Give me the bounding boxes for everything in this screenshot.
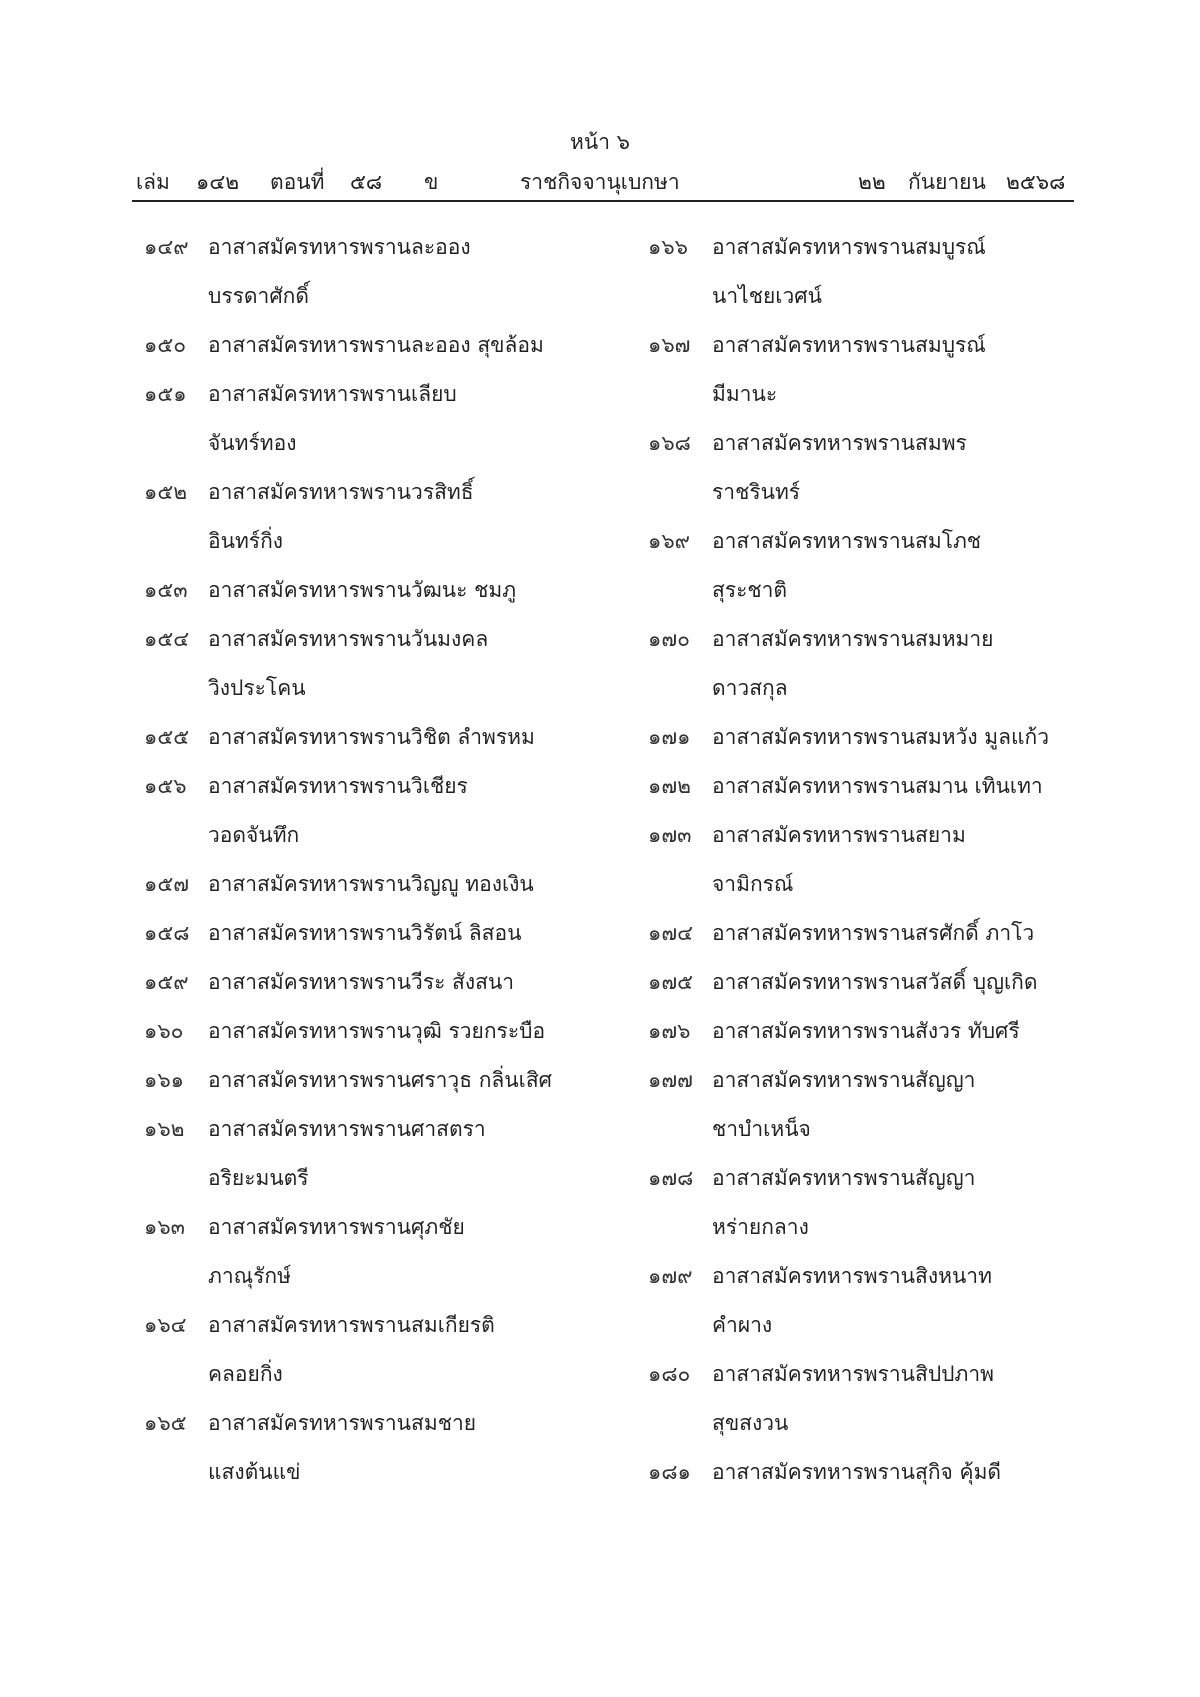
- list-item: [136, 1350, 656, 1399]
- item-number: ๑๕๒: [144, 480, 188, 504]
- list-item: [640, 566, 1160, 615]
- list-item: [136, 811, 656, 860]
- list-item: [136, 860, 656, 909]
- list-item: [640, 909, 1160, 958]
- item-name: อาสาสมัครทหารพรานสมเกียรติ: [208, 1313, 495, 1337]
- list-item: [640, 1154, 1160, 1203]
- date-month: กันยายน: [908, 170, 986, 194]
- item-name: อาสาสมัครทหารพรานสังวร ทับศรี: [712, 1019, 1020, 1043]
- list-item: [640, 615, 1160, 664]
- list-item: [640, 370, 1160, 419]
- list-item: [136, 1203, 656, 1252]
- item-name: อาสาสมัครทหารพรานวีระ สังสนา: [208, 970, 515, 994]
- list-item: [640, 1203, 1160, 1252]
- item-number: ๑๗๔: [648, 921, 694, 945]
- list-item: [640, 860, 1160, 909]
- item-name: อาสาสมัครทหารพรานสิงหนาท: [712, 1264, 992, 1288]
- item-name: อริยะมนตรี: [208, 1166, 309, 1190]
- list-item: [640, 1105, 1160, 1154]
- item-name: อาสาสมัครทหารพรานวิรัตน์ ลิสอน: [208, 921, 522, 945]
- item-name: อาสาสมัครทหารพรานสมาน เทินเทา: [712, 774, 1043, 798]
- item-number: ๑๕๙: [144, 970, 189, 994]
- item-name: จันทร์ทอง: [208, 431, 297, 455]
- list-item: [640, 1252, 1160, 1301]
- list-item: [136, 566, 656, 615]
- item-name: อาสาสมัครทหารพรานสัญญา: [712, 1166, 976, 1190]
- list-item: [640, 713, 1160, 762]
- item-name: อาสาสมัครทหารพรานสมบูรณ์: [712, 333, 986, 357]
- right-column: [640, 223, 1160, 1497]
- list-item: [136, 370, 656, 419]
- list-item: [136, 1105, 656, 1154]
- item-number: ๑๖๐: [144, 1019, 184, 1043]
- item-name: อาสาสมัครทหารพรานวิชิต ลำพรหม: [208, 725, 535, 749]
- item-number: ๑๕๖: [144, 774, 187, 798]
- list-item: [640, 419, 1160, 468]
- list-item: [136, 1301, 656, 1350]
- issue-number: ๕๘: [350, 170, 383, 194]
- item-number: ๑๖๕: [144, 1411, 187, 1435]
- left-column: [136, 223, 656, 1497]
- list-item: [640, 1301, 1160, 1350]
- item-name: อาสาสมัครทหารพรานสิปปภาพ: [712, 1362, 994, 1386]
- list-item: [640, 1007, 1160, 1056]
- item-name: อาสาสมัครทหารพรานศุภชัย: [208, 1215, 465, 1239]
- list-item: [136, 517, 656, 566]
- item-number: ๑๖๑: [144, 1068, 184, 1092]
- item-name: อาสาสมัครทหารพรานละออง: [208, 235, 471, 259]
- header-divider: [132, 200, 1074, 202]
- list-item: [640, 321, 1160, 370]
- item-name: อาสาสมัครทหารพรานศาสตรา: [208, 1117, 486, 1141]
- issue-label: ตอนที่: [270, 170, 325, 194]
- list-item: [136, 1399, 656, 1448]
- item-name: อาสาสมัครทหารพรานสัญญา: [712, 1068, 976, 1092]
- item-name: คลอยกิ่ง: [208, 1362, 283, 1386]
- item-name: อาสาสมัครทหารพรานวัฒนะ ชมภู: [208, 578, 517, 602]
- list-item: [136, 1007, 656, 1056]
- list-item: [136, 615, 656, 664]
- item-number: ๑๘๑: [648, 1460, 691, 1484]
- item-number: ๑๖๓: [144, 1215, 186, 1239]
- item-number: ๑๖๖: [648, 235, 688, 259]
- list-item: [136, 468, 656, 517]
- item-name: ราชรินทร์: [712, 480, 801, 504]
- item-name: อาสาสมัครทหารพรานศราวุธ กลิ่นเสิศ: [208, 1068, 552, 1092]
- list-item: [640, 1448, 1160, 1497]
- list-item: [640, 811, 1160, 860]
- list-item: [136, 909, 656, 958]
- list-item: [640, 1399, 1160, 1448]
- item-name: วิงประโคน: [208, 676, 306, 700]
- item-number: ๑๕๗: [144, 872, 190, 896]
- item-name: ดาวสกุล: [712, 676, 788, 700]
- item-name: นาไชยเวศน์: [712, 284, 822, 308]
- list-item: [136, 321, 656, 370]
- item-name: อาสาสมัครทหารพรานสรศักดิ์ ภาโว: [712, 921, 1035, 945]
- list-item: [136, 1448, 656, 1497]
- item-name: อาสาสมัครทหารพรานสวัสดิ์ บุญเกิด: [712, 970, 1038, 994]
- item-name: สุระชาติ: [712, 578, 788, 602]
- item-name: อาสาสมัครทหารพรานสยาม: [712, 823, 966, 847]
- item-number: ๑๗๓: [648, 823, 692, 847]
- item-name: อาสาสมัครทหารพรานสมโภช: [712, 529, 982, 553]
- item-number: ๑๖๙: [648, 529, 691, 553]
- item-number: ๑๔๙: [144, 235, 189, 259]
- list-item: [136, 958, 656, 1007]
- item-name: อาสาสมัครทหารพรานวิญญู ทองเงิน: [208, 872, 534, 896]
- item-number: ๑๕๘: [144, 921, 190, 945]
- item-name: อาสาสมัครทหารพรานละออง สุขล้อม: [208, 333, 544, 357]
- item-name: อาสาสมัครทหารพรานสมหวัง มูลแก้ว: [712, 725, 1050, 749]
- item-name: คำผาง: [712, 1313, 773, 1337]
- volume-label: เล่ม: [136, 170, 170, 194]
- item-name: อาสาสมัครทหารพรานวุฒิ รวยกระบือ: [208, 1019, 546, 1043]
- list-item: [136, 1154, 656, 1203]
- item-name: อาสาสมัครทหารพรานสมบูรณ์: [712, 235, 986, 259]
- list-item: [136, 1252, 656, 1301]
- list-item: [640, 664, 1160, 713]
- item-number: ๑๗๘: [648, 1166, 694, 1190]
- volume-number: ๑๔๒: [196, 170, 240, 194]
- item-name: มีมานะ: [712, 382, 778, 406]
- list-item: [640, 1350, 1160, 1399]
- item-number: ๑๗๐: [648, 627, 690, 651]
- item-number: ๑๕๔: [144, 627, 190, 651]
- item-number: ๑๗๒: [648, 774, 691, 798]
- item-name: หร่ายกลาง: [712, 1215, 809, 1239]
- item-number: ๑๕๓: [144, 578, 188, 602]
- item-number: ๑๕๐: [144, 333, 187, 357]
- item-number: ๑๗๖: [648, 1019, 691, 1043]
- item-name: อาสาสมัครทหารพรานสมชาย: [208, 1411, 477, 1435]
- item-name: แสงต้นแข่: [208, 1460, 301, 1484]
- item-name: อาสาสมัครทหารพรานวิเชียร: [208, 774, 468, 798]
- list-item: [136, 713, 656, 762]
- list-item: [136, 272, 656, 321]
- item-name: อาสาสมัครทหารพรานวรสิทธิ์: [208, 480, 474, 504]
- item-number: ๑๘๐: [648, 1362, 691, 1386]
- item-name: อินทร์กิ่ง: [208, 529, 284, 553]
- item-name: สุขสงวน: [712, 1411, 789, 1435]
- item-number: ๑๗๗: [648, 1068, 693, 1092]
- item-name: ภาณุรักษ์: [208, 1264, 291, 1288]
- list-item: [136, 223, 656, 272]
- item-number: ๑๖๒: [144, 1117, 185, 1141]
- date-day: ๒๒: [858, 170, 886, 194]
- section-letter: ข: [424, 170, 439, 194]
- item-name: อาสาสมัครทหารพรานสุกิจ คุ้มดี: [712, 1460, 1002, 1484]
- item-number: ๑๕๕: [144, 725, 190, 749]
- item-number: ๑๖๔: [144, 1313, 187, 1337]
- list-item: [640, 468, 1160, 517]
- list-item: [136, 419, 656, 468]
- list-item: [136, 1056, 656, 1105]
- list-item: [136, 664, 656, 713]
- gazette-header: [136, 166, 1068, 198]
- list-item: [640, 517, 1160, 566]
- list-item: [640, 223, 1160, 272]
- item-number: ๑๖๗: [648, 333, 691, 357]
- list-item: [640, 272, 1160, 321]
- item-name: อาสาสมัครทหารพรานสมหมาย: [712, 627, 994, 651]
- item-name: จามิกรณ์: [712, 872, 794, 896]
- item-name: อาสาสมัครทหารพรานสมพร: [712, 431, 967, 455]
- item-name: บรรดาศักดิ์: [208, 284, 310, 308]
- item-number: ๑๖๘: [648, 431, 691, 455]
- item-name: อาสาสมัครทหารพรานเลียบ: [208, 382, 457, 406]
- page-number: หน้า ๖: [570, 130, 630, 154]
- item-number: ๑๗๑: [648, 725, 691, 749]
- item-number: ๑๕๑: [144, 382, 187, 406]
- item-number: ๑๗๕: [648, 970, 694, 994]
- item-name: วอดจันทึก: [208, 823, 300, 847]
- list-item: [136, 762, 656, 811]
- item-number: ๑๗๙: [648, 1264, 693, 1288]
- item-name: อาสาสมัครทหารพรานวันมงคล: [208, 627, 489, 651]
- gazette-name: ราชกิจจานุเบกษา: [520, 170, 680, 194]
- list-item: [640, 958, 1160, 1007]
- list-item: [640, 762, 1160, 811]
- list-item: [640, 1056, 1160, 1105]
- item-name: ชาบำเหน็จ: [712, 1117, 811, 1141]
- date-year: ๒๕๖๘: [1006, 170, 1066, 194]
